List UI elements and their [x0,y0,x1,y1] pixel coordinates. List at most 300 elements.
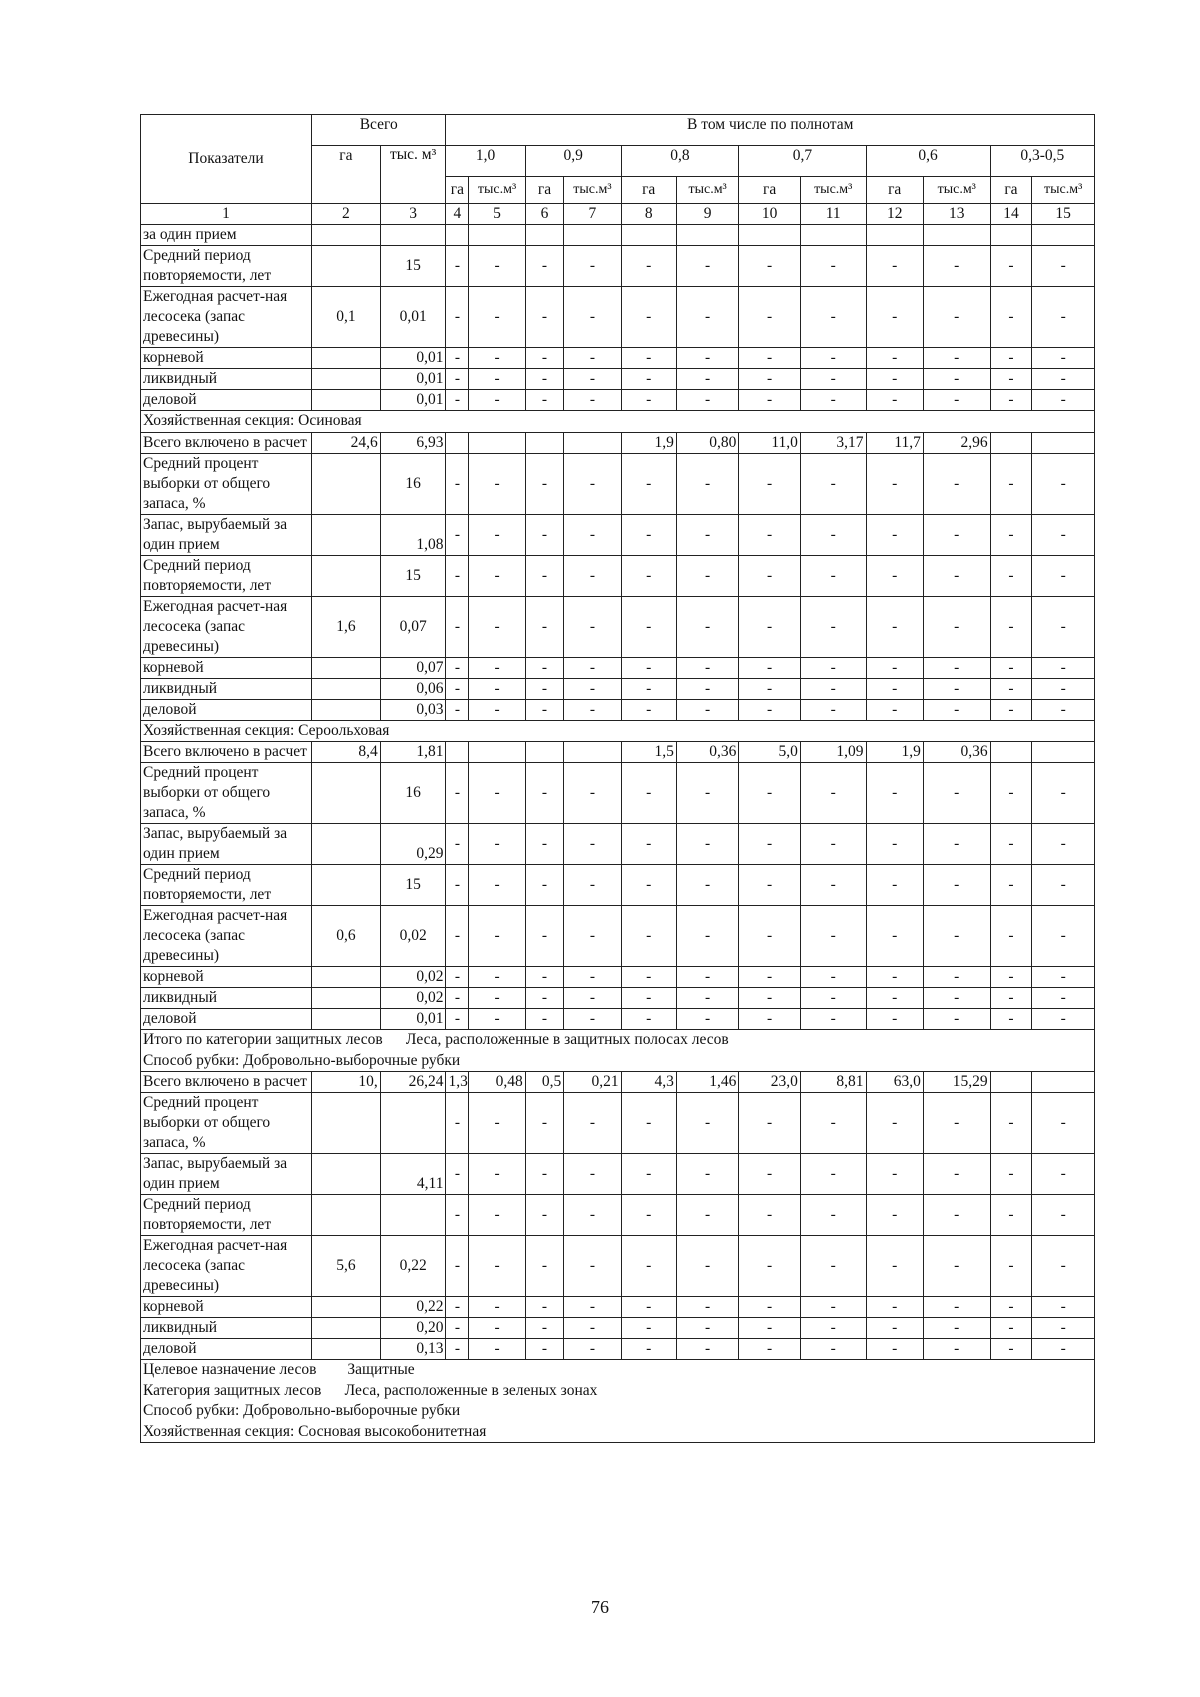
table-cell: - [1032,1236,1095,1297]
table-cell: - [446,1318,469,1339]
table-cell [311,1195,380,1236]
table-cell: - [739,967,801,988]
table-cell: - [469,348,525,369]
table-cell: 15,29 [923,1072,990,1093]
table-cell [311,225,380,246]
table-cell: - [866,699,923,720]
table-cell: - [739,1339,801,1360]
table-cell: - [564,1339,621,1360]
table-cell: - [990,967,1032,988]
table-cell: 0,07 [380,596,446,657]
table-cell: - [866,555,923,596]
table-cell: - [621,906,676,967]
table-cell: - [564,555,621,596]
table-cell: - [923,1009,990,1030]
row-label: Средний период повторяемости, лет [141,246,312,287]
table-cell: - [525,824,564,865]
row-label: ликвидный [141,988,312,1009]
table-cell: - [800,1236,866,1297]
table-cell [311,865,380,906]
table-cell: - [923,824,990,865]
table-cell: - [990,453,1032,514]
table-cell: - [525,988,564,1009]
table-cell: - [990,906,1032,967]
table-row [141,906,1095,967]
table-cell: - [923,1318,990,1339]
table-cell: - [923,596,990,657]
row-label: деловой [141,1009,312,1030]
table-cell: - [990,865,1032,906]
column-number: 15 [1032,204,1095,225]
table-cell: - [923,1297,990,1318]
table-cell [1032,742,1095,763]
table-cell [380,225,446,246]
table-cell: - [676,1154,739,1195]
table-cell: - [923,1236,990,1297]
table-header [141,115,1095,225]
table-cell [446,432,469,453]
table-cell: - [990,390,1032,411]
row-label: ликвидный [141,678,312,699]
table-cell: - [923,369,990,390]
table-cell: - [525,596,564,657]
table-cell: - [990,246,1032,287]
section-heading [141,411,1095,433]
table-cell: - [739,514,801,555]
table-cell: - [866,865,923,906]
table-cell: - [446,246,469,287]
column-number: 8 [621,204,676,225]
table-cell: - [739,657,801,678]
table-cell: - [1032,453,1095,514]
table-cell [311,555,380,596]
table-cell: - [446,555,469,596]
table-cell: - [525,1009,564,1030]
table-cell: - [866,246,923,287]
column-number: 11 [800,204,866,225]
table-cell: 0,48 [469,1072,525,1093]
table-cell: - [1032,1195,1095,1236]
subheader-thous-m3: тыс.м³ [923,177,990,204]
table-cell: - [866,1236,923,1297]
table-cell: - [525,1093,564,1154]
table-cell: - [525,1318,564,1339]
table-cell: - [923,390,990,411]
table-cell: - [739,699,801,720]
table-row [141,1093,1095,1154]
table-row [141,824,1095,865]
table-cell: - [1032,1093,1095,1154]
table-cell: - [923,699,990,720]
table-cell: - [800,865,866,906]
section-line: Хозяйственная секция: Осиновая [143,412,362,429]
table-cell: - [923,453,990,514]
table-cell: - [800,1195,866,1236]
table-cell: - [621,967,676,988]
table-cell: - [621,865,676,906]
row-label: Всего включено в расчет [141,432,312,453]
page-number: 76 [591,1597,609,1617]
table-row [141,596,1095,657]
table-cell: - [800,1009,866,1030]
table-cell: - [739,865,801,906]
table-cell: - [564,390,621,411]
table-cell: - [800,906,866,967]
table-cell: 0,36 [923,742,990,763]
table-cell: - [446,1297,469,1318]
table-cell: - [446,988,469,1009]
subheader-ha: га [866,177,923,204]
density-label: 0,3-0,5 [1020,147,1065,164]
table-row [141,287,1095,348]
table-cell: - [923,1154,990,1195]
table-cell: - [1032,967,1095,988]
table-cell [311,657,380,678]
row-label: Средний процент выборки от общего запаса, % [141,453,312,514]
table-cell: - [564,988,621,1009]
table-cell: - [800,369,866,390]
table-cell: - [621,1154,676,1195]
table-row [141,865,1095,906]
table-cell: - [676,555,739,596]
table-cell: - [446,678,469,699]
table-cell: - [739,763,801,824]
table-cell: - [525,1236,564,1297]
table-cell: - [866,1093,923,1154]
table-cell: - [990,699,1032,720]
table-cell [380,1093,446,1154]
table-cell: - [990,555,1032,596]
table-cell: - [446,657,469,678]
table-cell: - [525,906,564,967]
table-cell: - [739,596,801,657]
table-cell: 11,0 [739,432,801,453]
section-row [141,1030,1095,1072]
table-cell: - [469,555,525,596]
header-total-ha [311,146,380,204]
table-cell [446,225,469,246]
table-row [141,1236,1095,1297]
table-row [141,390,1095,411]
table-cell: - [525,1195,564,1236]
table-cell: - [564,287,621,348]
table-cell: - [621,1318,676,1339]
row-label: Всего включено в расчет [141,742,312,763]
table-cell: - [990,824,1032,865]
table-cell: - [446,967,469,988]
table-cell: - [1032,824,1095,865]
table-cell: - [676,865,739,906]
table-cell: - [676,657,739,678]
table-row [141,555,1095,596]
table-cell: - [866,824,923,865]
row-label: Ежегодная расчет-ная лесосека (запас древесины) [141,287,312,348]
table-cell: - [525,514,564,555]
table-cell: - [525,657,564,678]
table-cell [525,225,564,246]
table-cell: - [621,988,676,1009]
table-cell: - [564,763,621,824]
table-cell: - [621,514,676,555]
table-cell: - [446,763,469,824]
table-cell: - [564,824,621,865]
table-cell: - [866,1297,923,1318]
table-cell: - [739,1093,801,1154]
table-cell: 8,4 [311,742,380,763]
table-cell: - [1032,596,1095,657]
table-cell: - [469,763,525,824]
header-density-5 [866,146,990,177]
table-cell: 0,01 [380,287,446,348]
table-cell: - [525,287,564,348]
table-cell [380,1195,446,1236]
table-cell [990,742,1032,763]
row-label: за один прием [141,225,312,246]
table-cell: - [739,287,801,348]
table-cell: - [676,824,739,865]
table-cell: - [1032,390,1095,411]
table-cell: 0,02 [380,988,446,1009]
table-cell [1032,432,1095,453]
table-cell: - [739,348,801,369]
table-row [141,1072,1095,1093]
table-cell: - [446,824,469,865]
section-line: Итого по категории защитных лесов Леса, расположенные в защитных полосах лесов [143,1031,729,1048]
table-cell: - [866,348,923,369]
table-cell: - [1032,287,1095,348]
table-cell: - [621,246,676,287]
table-cell: - [990,596,1032,657]
table-cell: - [990,1195,1032,1236]
table-cell: - [446,390,469,411]
table-cell: 1,6 [311,596,380,657]
table-cell [311,824,380,865]
table-cell: 1,46 [676,1072,739,1093]
table-cell: - [621,1093,676,1154]
table-cell: - [990,988,1032,1009]
table-cell: - [676,390,739,411]
row-label: Ежегодная расчет-ная лесосека (запас древесины) [141,906,312,967]
table-cell: - [446,699,469,720]
table-cell: - [469,967,525,988]
table-cell: - [469,369,525,390]
header-by-density [446,115,1095,146]
subheader-thous-m3: тыс.м³ [1032,177,1095,204]
table-cell: - [923,678,990,699]
header-density-6 [990,146,1094,177]
table-cell: - [446,1093,469,1154]
row-label: Ежегодная расчет-ная лесосека (запас древесины) [141,1236,312,1297]
table-cell: 3,17 [800,432,866,453]
table-cell: 1,9 [866,742,923,763]
cutting-area-table [140,114,1095,1443]
table-cell: - [739,1154,801,1195]
density-label: 0,9 [563,147,583,164]
table-row [141,678,1095,699]
section-row [141,411,1095,433]
table-row [141,432,1095,453]
column-number: 4 [446,204,469,225]
table-cell: 0,01 [380,348,446,369]
table-cell [311,514,380,555]
table-cell [311,453,380,514]
table-cell [311,1318,380,1339]
table-cell: - [469,865,525,906]
table-cell: - [739,390,801,411]
table-cell: 16 [380,453,446,514]
subheader-ha: га [621,177,676,204]
table-cell: 0,13 [380,1339,446,1360]
table-row [141,742,1095,763]
table-row [141,514,1095,555]
table-row [141,225,1095,246]
table-cell: - [676,1093,739,1154]
table-cell: - [676,596,739,657]
table-cell: - [800,1339,866,1360]
table-cell: - [866,657,923,678]
table-cell: 1,9 [621,432,676,453]
table-cell: - [923,657,990,678]
table-cell [311,1339,380,1360]
row-label: Средний период повторяемости, лет [141,1195,312,1236]
table-cell: - [446,348,469,369]
table-cell: - [446,453,469,514]
table-cell: - [800,246,866,287]
table-cell: - [621,555,676,596]
table-cell: 1,5 [621,742,676,763]
table-cell: - [564,1236,621,1297]
section-line: Способ рубки: Добровольно-выборочные рубки [143,1051,461,1069]
table-cell: - [866,988,923,1009]
row-label: Запас, вырубаемый за один прием [141,514,312,555]
subheader-thous-m3: тыс.м³ [800,177,866,204]
header-density-4 [739,146,866,177]
table-cell: - [469,678,525,699]
table-cell: - [564,1195,621,1236]
table-cell: - [866,453,923,514]
table-cell: - [469,906,525,967]
header-density-1 [446,146,525,177]
table-cell: - [800,555,866,596]
column-number: 7 [564,204,621,225]
table-cell: - [739,988,801,1009]
table-cell: 1,81 [380,742,446,763]
subheader-ha: га [739,177,801,204]
table-cell: - [923,287,990,348]
table-cell: 0,07 [380,657,446,678]
table-cell: - [800,967,866,988]
table-cell: - [1032,369,1095,390]
section-line: Хозяйственная секция: Сероольховая [143,721,390,739]
table-cell: 0,36 [676,742,739,763]
table-cell: - [923,1195,990,1236]
table-cell: - [564,453,621,514]
row-label: деловой [141,1339,312,1360]
table-cell: - [990,1093,1032,1154]
header-total-text: Всего [359,116,398,133]
table-cell: - [469,1195,525,1236]
row-label: корневой [141,348,312,369]
table-cell: - [446,287,469,348]
section-line: Целевое назначение лесов Защитные [143,1361,415,1378]
table-cell: - [1032,988,1095,1009]
table-cell [311,348,380,369]
row-label: деловой [141,699,312,720]
row-label: Ежегодная расчет-ная лесосека (запас древесины) [141,596,312,657]
row-label: Средний процент выборки от общего запаса, % [141,1093,312,1154]
table-cell: - [800,514,866,555]
table-cell [311,369,380,390]
row-label: Средний период повторяемости, лет [141,865,312,906]
table-cell [469,742,525,763]
row-label: корневой [141,967,312,988]
section-heading [141,720,1095,742]
table-cell: - [676,453,739,514]
table-cell [311,967,380,988]
table-cell [800,225,866,246]
table-cell: - [621,287,676,348]
table-cell: - [564,1093,621,1154]
table-cell: - [446,865,469,906]
table-cell: - [739,555,801,596]
table-cell: - [866,1195,923,1236]
table-cell: 11,7 [866,432,923,453]
table-cell: - [676,1236,739,1297]
table-cell: - [990,1318,1032,1339]
table-cell: - [800,287,866,348]
header-indicators [141,115,312,204]
table-cell [1032,225,1095,246]
table-cell: - [866,967,923,988]
table-cell: - [1032,1318,1095,1339]
table-cell: - [1032,1154,1095,1195]
density-label: 0,6 [918,147,938,164]
table-cell: - [621,390,676,411]
table-cell: - [564,865,621,906]
table-cell: 15 [380,865,446,906]
table-cell: - [564,246,621,287]
subheader-ha: га [525,177,564,204]
table-cell: - [866,763,923,824]
table-cell: 10, [311,1072,380,1093]
row-label: Запас, вырубаемый за один прием [141,824,312,865]
table-cell: - [990,287,1032,348]
table-cell: - [564,1009,621,1030]
section-heading [141,1360,1095,1443]
table-cell: - [621,824,676,865]
table-cell: - [1032,555,1095,596]
subheader-thous-m3: тыс.м³ [564,177,621,204]
table-cell: - [446,1236,469,1297]
header-total [311,115,445,146]
table-cell: - [923,1093,990,1154]
table-cell: - [469,596,525,657]
table-cell [525,432,564,453]
table-cell: - [800,1154,866,1195]
table-cell: - [446,596,469,657]
table-cell: - [525,555,564,596]
table-cell: 0,02 [380,906,446,967]
section-line: Категория защитных лесов Леса, расположенные в зеленых зонах [143,1381,598,1399]
table-cell: - [446,1154,469,1195]
table-cell: 5,0 [739,742,801,763]
table-cell: - [525,1154,564,1195]
table-cell: - [564,678,621,699]
table-cell: - [446,1339,469,1360]
table-cell: - [923,1339,990,1360]
table-cell: - [564,906,621,967]
table-cell: - [469,514,525,555]
